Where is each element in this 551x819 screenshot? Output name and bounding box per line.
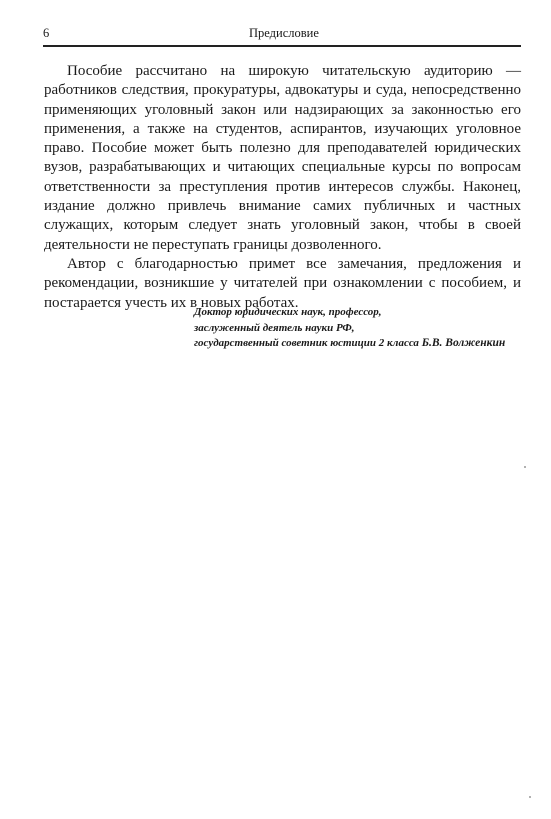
scan-speck: [524, 466, 526, 468]
paragraph-audience: Пособие рассчитано на широкую читательскую аудиторию — работников следствия, прокуратуры, адвокатуры и суда, непосредственно применяющих уголовный закон или надзирающих за законностью его применения, а также на студентов, аспирантов, изучающих уголовное право. Пособие может быть полезно для преподавателей юридических вузов, разрабатывающих и читающих специальные курсы по вопросам ответственности за преступления против интересов службы. Наконец, издание должно привлечь внимание самих публичных и частных служащих, которым следует знать уголовный закон, чтобы в своей деятельности не переступать границы дозволенного.: [44, 63, 521, 253]
paragraph-acknowledgement: Автор с благодарностью примет все замечания, предложения и рекомендации, возникшие у читателей при ознакомлении с пособием, и постарается учесть их в новых работах.: [44, 255, 521, 311]
signature-degree: Доктор юридических наук, профессор,: [194, 306, 382, 318]
header-rule: [43, 45, 521, 47]
signature-rank-line: [194, 336, 524, 352]
signature-name: Б.В. Волженкин: [421, 337, 506, 349]
page-header: [43, 26, 521, 46]
page-number: 6: [43, 26, 50, 40]
scan-speck: [529, 796, 531, 798]
signature-title: заслуженный деятель науки РФ,: [194, 321, 355, 334]
running-head: Предисловие: [249, 26, 319, 40]
author-signature: [194, 305, 524, 352]
signature-rank: государственный советник юстиции 2 класса: [194, 337, 419, 349]
body-text: [44, 62, 521, 313]
